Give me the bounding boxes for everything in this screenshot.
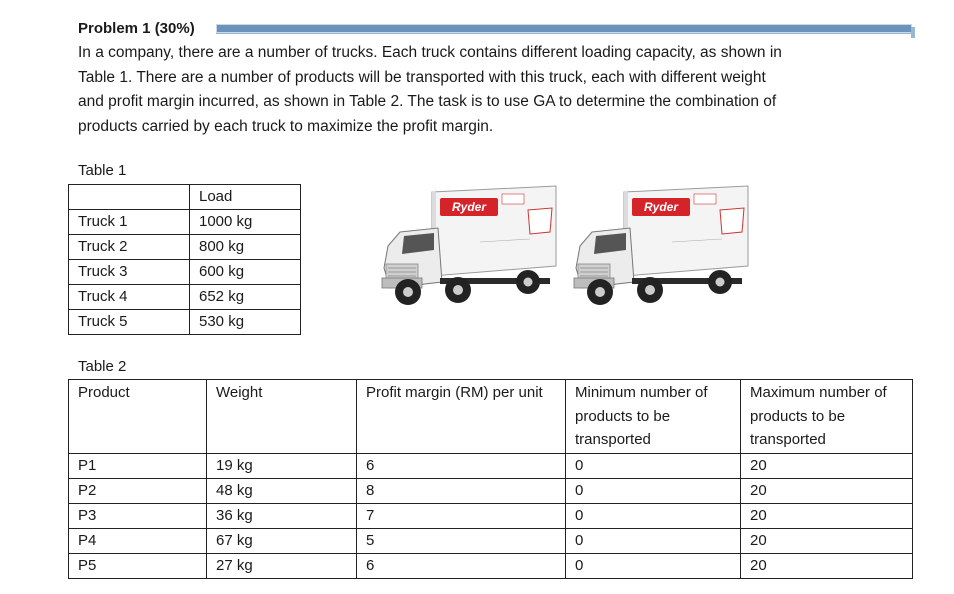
weight-cell: 67 kg (207, 529, 357, 554)
truck-load-cell: 600 kg (190, 260, 301, 285)
table-header-row (69, 380, 913, 454)
table-header-cell: Weight (207, 380, 357, 454)
truck-illustration (572, 184, 752, 312)
table-header-cell: Minimum number of products to be transported (566, 380, 741, 454)
description-line: Table 1. There are a number of products will be transported with this truck, each with different weight (78, 68, 766, 86)
truck-load-cell: 800 kg (190, 235, 301, 260)
weight-cell: 19 kg (207, 454, 357, 479)
table-header-row (69, 185, 301, 210)
truck-load-cell: 1000 kg (190, 210, 301, 235)
table-header-cell: Maximum number of products to be transported (741, 380, 913, 454)
problem-heading (78, 18, 918, 42)
profit-cell: 6 (357, 454, 566, 479)
table-row (69, 260, 301, 285)
product-cell: P4 (69, 529, 207, 554)
product-table (68, 379, 913, 579)
truck-brand-label: Ryder (451, 200, 487, 214)
weight-cell: 27 kg (207, 554, 357, 579)
table-row (69, 479, 913, 504)
table-row (69, 285, 301, 310)
table1-caption: Table 1 (78, 162, 127, 179)
product-cell: P1 (69, 454, 207, 479)
description-line: products carried by each truck to maximize the profit margin. (78, 117, 494, 135)
profit-cell: 6 (357, 554, 566, 579)
profit-cell: 8 (357, 479, 566, 504)
table-row (69, 310, 301, 335)
weight-cell: 36 kg (207, 504, 357, 529)
truck-name-cell: Truck 2 (69, 235, 190, 260)
min-cell: 0 (566, 479, 741, 504)
product-cell: P3 (69, 504, 207, 529)
table-header-cell: Profit margin (RM) per unit (357, 380, 566, 454)
table-row (69, 454, 913, 479)
profit-cell: 5 (357, 529, 566, 554)
min-cell: 0 (566, 454, 741, 479)
max-cell: 20 (741, 529, 913, 554)
description-line: In a company, there are a number of trucks. Each truck contains different loading capacity, as shown in (78, 44, 782, 61)
max-cell: 20 (741, 504, 913, 529)
max-cell: 20 (741, 554, 913, 579)
truck-name-cell: Truck 5 (69, 310, 190, 335)
truck-load-cell: 652 kg (190, 285, 301, 310)
truck-name-cell: Truck 4 (69, 285, 190, 310)
table-row (69, 235, 301, 260)
min-cell: 0 (566, 529, 741, 554)
max-cell: 20 (741, 479, 913, 504)
truck-load-cell: 530 kg (190, 310, 301, 335)
table-header-cell: Product (69, 380, 207, 454)
weight-cell: 48 kg (207, 479, 357, 504)
problem-description (78, 41, 908, 139)
table-row (69, 529, 913, 554)
table-row (69, 504, 913, 529)
table2-caption: Table 2 (78, 358, 127, 375)
truck-load-table (68, 184, 301, 335)
product-cell: P5 (69, 554, 207, 579)
min-cell: 0 (566, 504, 741, 529)
truck-brand-label: Ryder (643, 200, 679, 214)
truck-name-cell: Truck 3 (69, 260, 190, 285)
truck-illustration (380, 184, 560, 312)
profit-cell: 7 (357, 504, 566, 529)
truck-name-cell: Truck 1 (69, 210, 190, 235)
max-cell: 20 (741, 454, 913, 479)
description-line: and profit margin incurred, as shown in Table 2. The task is to use GA to determine the combination of (78, 93, 777, 110)
table-row (69, 554, 913, 579)
table-header-cell: Load (190, 185, 301, 210)
title-decorative-bar (216, 24, 912, 33)
table-row (69, 210, 301, 235)
min-cell: 0 (566, 554, 741, 579)
problem-title: Problem 1 (30%) (78, 20, 195, 37)
product-cell: P2 (69, 479, 207, 504)
table-header-cell (69, 185, 190, 210)
